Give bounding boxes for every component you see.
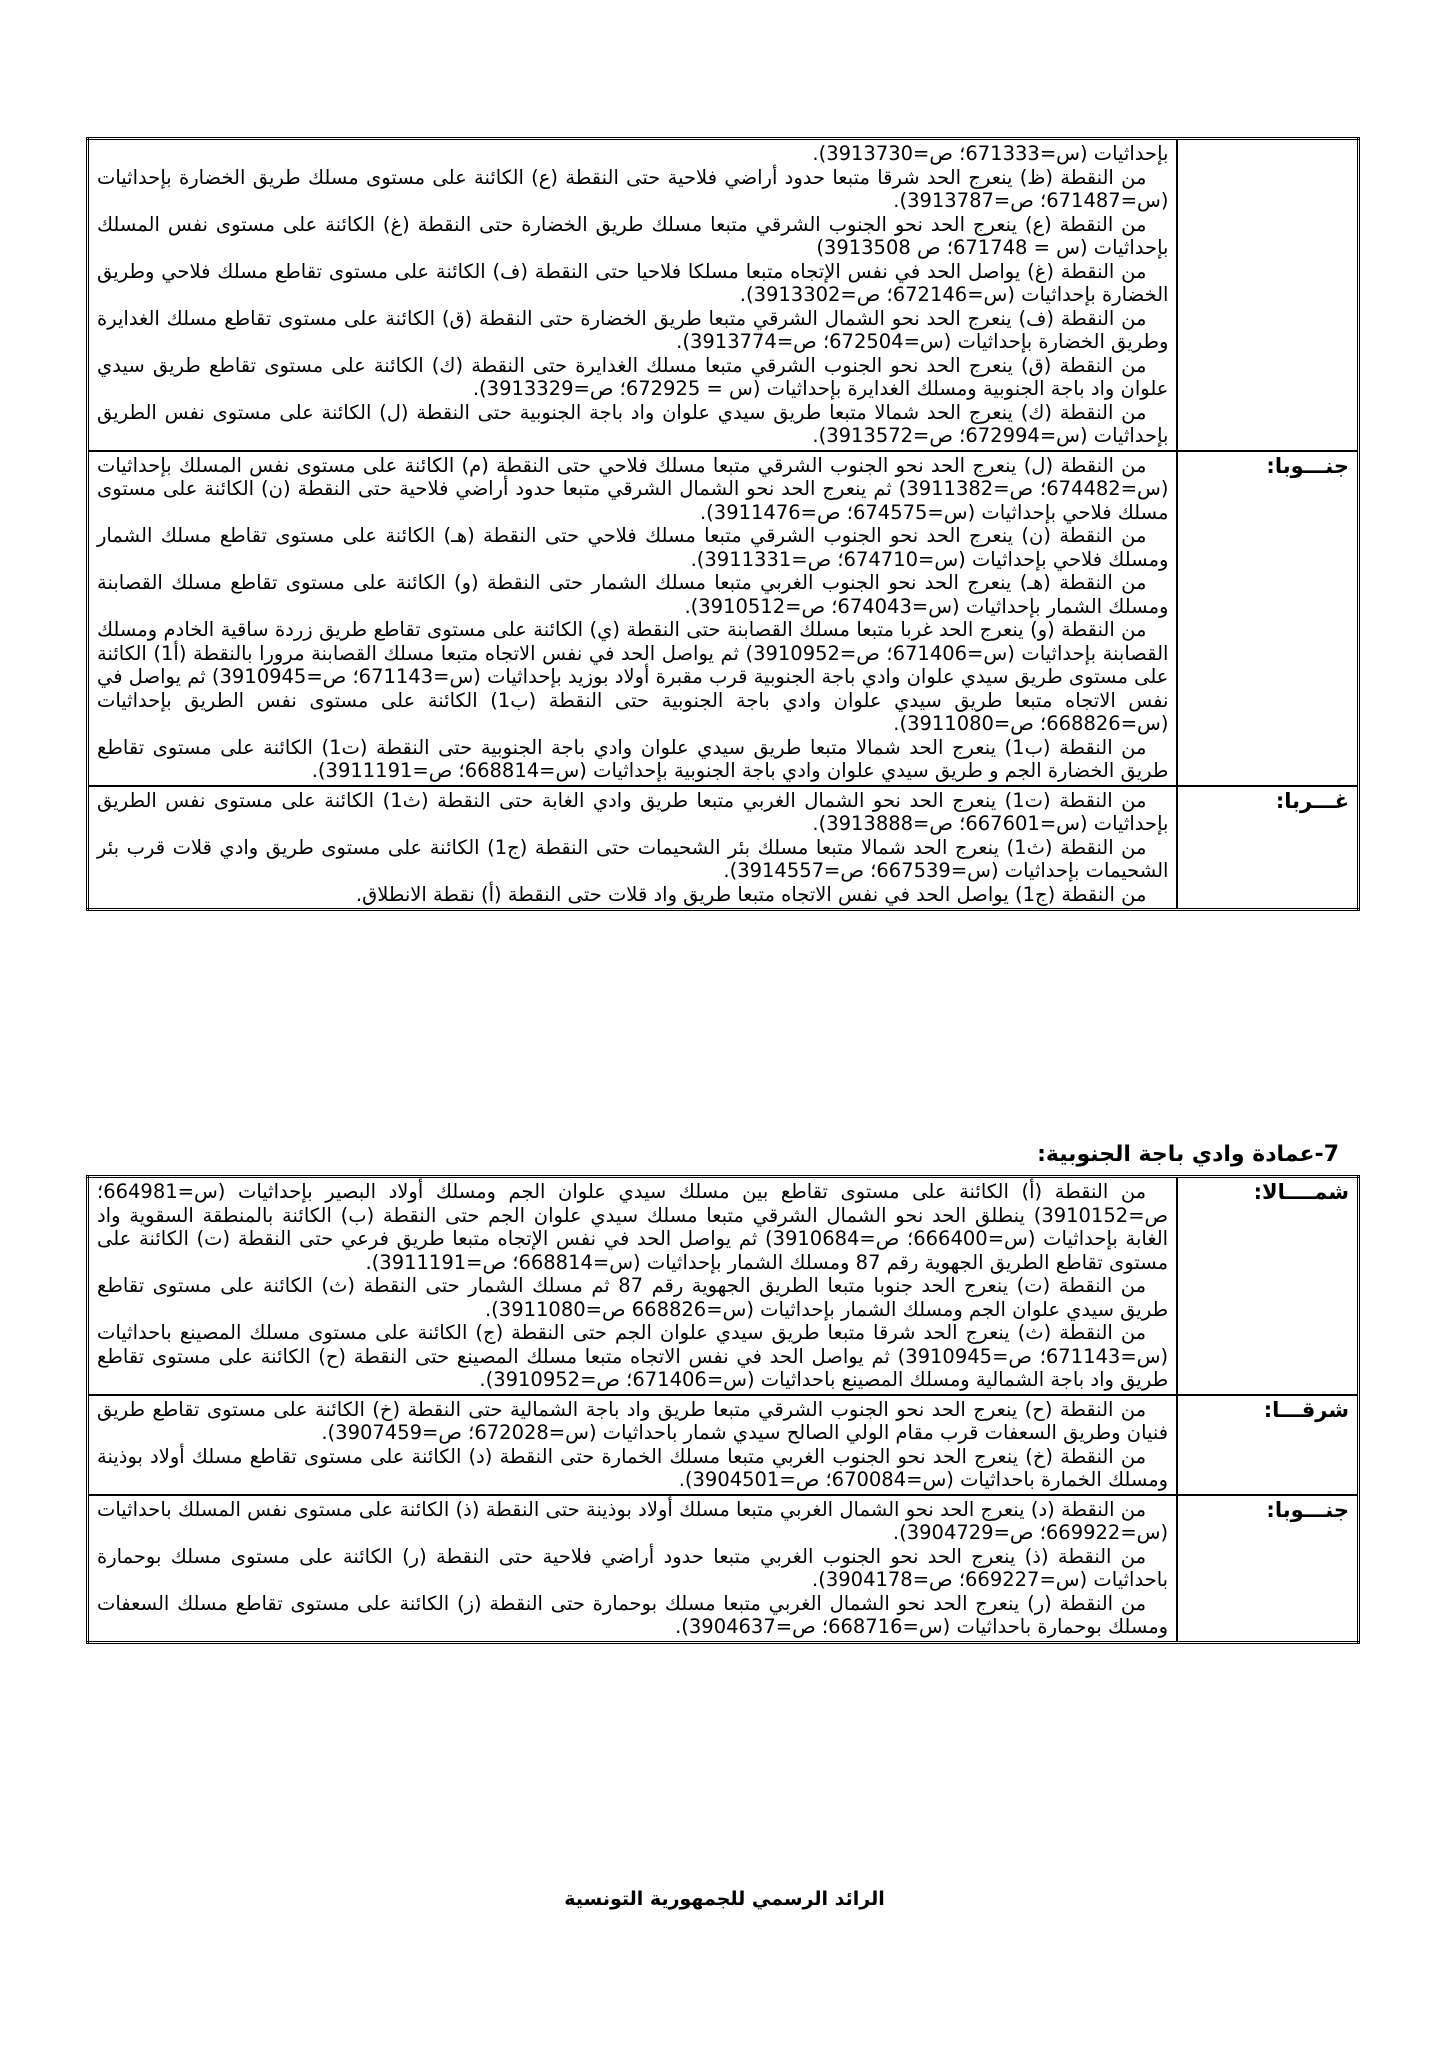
direction-label-south: جنـــوبا: xyxy=(1177,1495,1358,1643)
boundary-description xyxy=(88,139,1178,451)
boundary-paragraph: من النقطة (ث1) ينعرج الحد شمالا متبعا مسلك بئر الشحيمات حتى النقطة (ج1) الكائنة على مستوى طريق وادي قلات قرب بئر الشحيمات بإحداثيات (س=667539؛ ص=3914557). xyxy=(97,835,1169,882)
boundary-description xyxy=(88,1495,1178,1643)
boundary-paragraph: من النقطة (غ) يواصل الحد في نفس الإتجاه متبعا مسلكا فلاحيا حتى النقطة (ف) الكائنة على مستوى تقاطع مسلك فلاحي وطريق الخضارة بإحداثيات (س=672146؛ ص=3913302). xyxy=(97,259,1169,306)
boundary-description xyxy=(88,786,1178,910)
boundary-paragraph: من النقطة (ث) ينعرج الحد شرقا متبعا طريق سيدي علوان الجم حتى النقطة (ج) الكائنة على مستوى مسلك المصينع باحداثيات (س=671143؛ ص=3910945) ثم يواصل الحد في نفس الاتجاه متبعا مسلك المصينع حتى النقطة (ح) الكائنة على مستوى تقاطع طريق واد باجة الشمالية ومسلك المصينع باحداثيات (س=671406؛ ص=3910952). xyxy=(97,1321,1169,1391)
delimitation-table-1 xyxy=(86,137,1360,911)
table-row xyxy=(88,1395,1359,1495)
boundary-paragraph: من النقطة (ظ) ينعرج الحد شرقا متبعا حدود أراضي فلاحية حتى النقطة (ع) الكائنة على مستوى مسلك طريق الخضارة بإحداثيات (س=671487؛ ص=3913787). xyxy=(97,165,1169,212)
direction-label-east: شرقـــا: xyxy=(1177,1395,1358,1495)
direction-label-north: شمــــالا: xyxy=(1177,1177,1358,1395)
boundary-description xyxy=(88,1395,1178,1495)
boundary-paragraph: من النقطة (هـ) ينعرج الحد نحو الجنوب الغربي متبعا مسلك الشمار حتى النقطة (و) الكائنة على مستوى تقاطع مسلك القصابنة ومسلك الشمار بإحداثيات (س=674043؛ ص=3910512). xyxy=(97,571,1169,618)
boundary-paragraph: من النقطة (و) ينعرج الحد غربا متبعا مسلك القصابنة حتى النقطة (ي) الكائنة على مستوى تقاطع طريق زردة ساقية الخادم ومسلك القصابنة بإحداثيات (س=671406؛ ص=3910952) ثم يواصل الحد في نفس الاتجاه متبعا مسلك القصابنة مرورا بالنقطة (أ1) الكائنة على مستوى طريق سيدي علوان وادي باجة الجنوبية قرب مقبرة أولاد بوزيد بإحداثيات (س=671143؛ ص=3910945) ثم يواصل في نفس الاتجاه متبعا طريق سيدي علوان وادي باجة الجنوبية حتى النقطة (ب1) الكائنة على مستوى نفس الطريق بإحداثيات (س=668826؛ ص=3911080). xyxy=(97,618,1169,735)
table-row xyxy=(88,451,1359,786)
direction-label xyxy=(1177,139,1358,451)
table-row xyxy=(88,1495,1359,1643)
boundary-paragraph: من النقطة (ق) ينعرج الحد نحو الجنوب الشرقي متبعا مسلك الغدايرة حتى النقطة (ك) الكائنة على مستوى تقاطع طريق سيدي علوان واد باجة الجنوبية ومسلك الغدايرة بإحداثيات (س = 672925؛ ص=3913329). xyxy=(97,353,1169,400)
section-heading: 7-عمادة وادي باجة الجنوبية: xyxy=(1037,1142,1339,1167)
table-row xyxy=(88,786,1359,910)
delimitation-table-2 xyxy=(86,1175,1360,1644)
boundary-paragraph: من النقطة (أ) الكائنة على مستوى تقاطع بين مسلك سيدي علوان الجم ومسلك أولاد البصير بإحداثيات (س=664981؛ ص=3910152) ينطلق الحد نحو الشمال الشرقي متبعا مسلك سيدي علوان الجم حتى النقطة (ب) الكائنة بالمنطقة السقوية واد الغابة بإحداثيات (س=666400؛ ص=3910684) ثم يواصل الحد في نفس الإتجاه متبعا طريق فرعي حتى النقطة (ت) الكائنة على مستوى تقاطع الطريق الجهوية رقم 87 ومسلك الشمار بإحداثيات (س=668814؛ ص=3911191). xyxy=(97,1180,1169,1274)
direction-label-west: غـــربا: xyxy=(1177,786,1358,910)
boundary-paragraph: من النقطة (ج1) يواصل الحد في نفس الاتجاه متبعا طريق واد قلات حتى النقطة (أ) نقطة الانطلاق. xyxy=(355,882,1147,906)
boundary-paragraph: من النقطة (ذ) ينعرج الحد نحو الجنوب الغربي متبعا حدود أراضي فلاحية حتى النقطة (ر) الكائنة على مستوى مسلك بوحمارة باحداثيات (س=669227؛ ص=3904178). xyxy=(97,1544,1169,1591)
boundary-paragraph: من النقطة (ل) ينعرج الحد نحو الجنوب الشرقي متبعا مسلك فلاحي حتى النقطة (م) الكائنة على مستوى نفس المسلك بإحداثيات (س=674482؛ ص=3911382) ثم ينعرج الحد نحو الشمال الشرقي متبعا حدود أراضي فلاحية حتى النقطة (ن) الكائنة على مستوى مسلك فلاحي بإحداثيات (س=674575؛ ص=3911476). xyxy=(97,453,1169,524)
boundary-paragraph: من النقطة (ر) ينعرج الحد نحو الشمال الغربي متبعا مسلك بوحمارة حتى النقطة (ز) الكائنة على مستوى تقاطع مسلك السعفات ومسلك بوحمارة باحداثيات (س=668716؛ ص=3904637). xyxy=(97,1591,1169,1638)
page-footer: الرائد الرسمي للجمهورية التونسية xyxy=(564,1888,885,1910)
boundary-paragraph: من النقطة (ب1) ينعرج الحد شمالا متبعا طريق سيدي علوان وادي باجة الجنوبية حتى النقطة (ت1) الكائنة على مستوى تقاطع طريق الخضارة الجم و طريق سيدي علوان وادي باجة الجنوبية بإحداثيات (س=668814؛ ص=3911191). xyxy=(97,735,1169,782)
boundary-paragraph: من النقطة (ن) ينعرج الحد نحو الجنوب الشرقي متبعا مسلك فلاحي حتى النقطة (هـ) الكائنة على مستوى تقاطع مسلك الشمار ومسلك فلاحي بإحداثيات (س=674710؛ ص=3911331). xyxy=(97,524,1169,571)
boundary-paragraph: من النقطة (د) ينعرج الحد نحو الشمال الغربي متبعا مسلك أولاد بوذينة حتى النقطة (ذ) الكائنة على مستوى نفس المسلك باحداثيات (س=669922؛ ص=3904729). xyxy=(97,1497,1169,1544)
boundary-paragraph: من النقطة (ف) ينعرج الحد نحو الشمال الشرقي متبعا طريق الخضارة حتى النقطة (ق) الكائنة على مستوى تقاطع مسلك الغدايرة وطريق الخضارة بإحداثيات (س=672504؛ ص=3913774). xyxy=(97,306,1169,353)
boundary-paragraph: بإحداثيات (س=671333؛ ص=3913730). xyxy=(812,142,1169,165)
boundary-description xyxy=(88,451,1178,786)
direction-label-south: جنـــوبا: xyxy=(1177,451,1358,786)
table-row xyxy=(88,139,1359,451)
table-row xyxy=(88,1177,1359,1395)
boundary-paragraph: من النقطة (ح) ينعرج الحد نحو الجنوب الشرقي متبعا طريق واد باجة الشمالية حتى النقطة (خ) الكائنة على مستوى تقاطع طريق فنيان وطريق السعفات قرب مقام الولي الصالح سيدي شمار باحداثيات (س=672028؛ ص=3907459). xyxy=(97,1397,1169,1444)
boundary-paragraph: من النقطة (ت1) ينعرج الحد نحو الشمال الغربي متبعا طريق وادي الغابة حتى النقطة (ث1) الكائنة على مستوى نفس الطريق بإحداثيات (س=667601؛ ص=3913888). xyxy=(97,788,1169,835)
boundary-paragraph: من النقطة (خ) ينعرج الحد نحو الجنوب الغربي متبعا مسلك الخمارة حتى النقطة (د) الكائنة على مستوى تقاطع مسلك أولاد بوذينة ومسلك الخمارة باحداثيات (س=670084؛ ص=3904501). xyxy=(97,1444,1169,1491)
boundary-description xyxy=(88,1177,1178,1395)
boundary-paragraph: من النقطة (ع) ينعرج الحد نحو الجنوب الشرقي متبعا مسلك طريق الخضارة حتى النقطة (غ) الكائنة على مستوى نفس المسلك بإحداثيات (س = 671748؛ ص 3913508) xyxy=(97,212,1169,259)
boundary-paragraph: من النقطة (ك) ينعرج الحد شمالا متبعا طريق سيدي علوان واد باجة الجنوبية حتى النقطة (ل) الكائنة على مستوى نفس الطريق بإحداثيات (س=672994؛ ص=3913572). xyxy=(97,400,1169,447)
boundary-paragraph: من النقطة (ت) ينعرج الحد جنوبا متبعا الطريق الجهوية رقم 87 ثم مسلك الشمار حتى النقطة (ث) الكائنة على مستوى تقاطع طريق سيدي علوان الجم ومسلك الشمار بإحداثيات (س=668826 ص=3911080). xyxy=(97,1274,1169,1321)
